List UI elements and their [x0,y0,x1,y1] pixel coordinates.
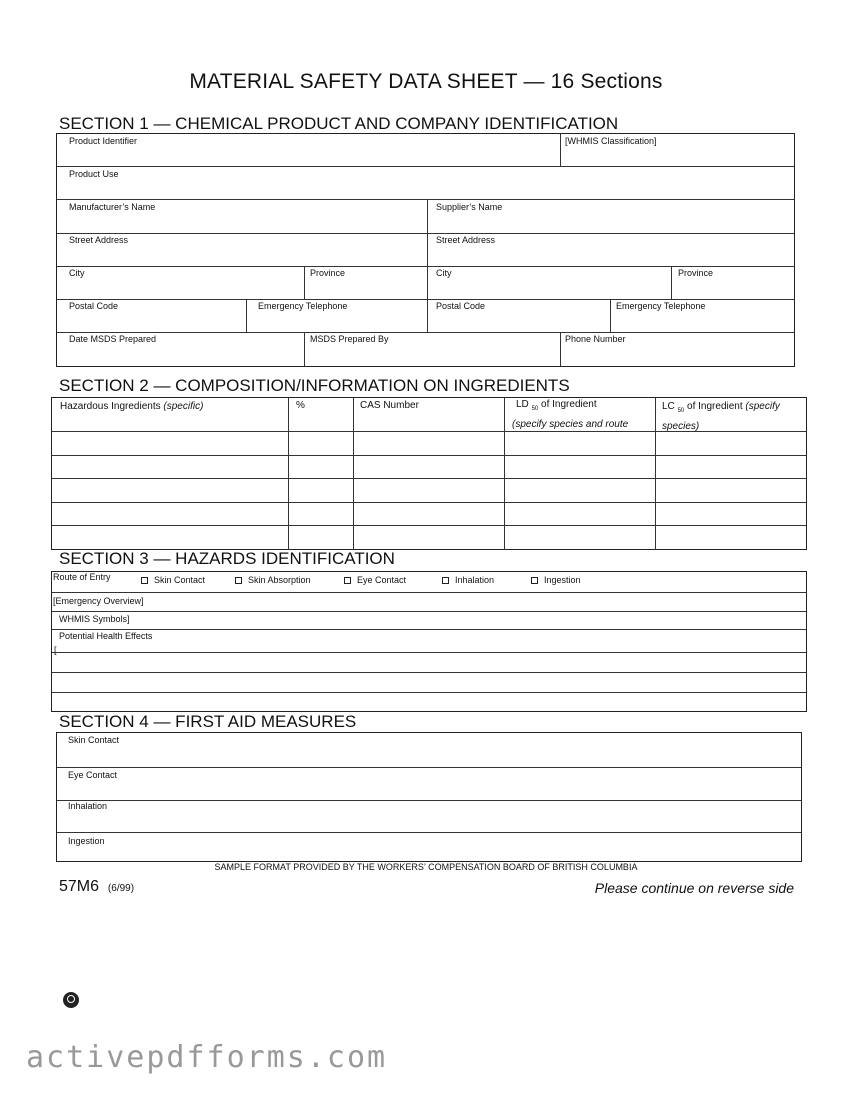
manufacturer-name-field[interactable]: Manufacturer’s Name [69,202,156,212]
section-2-heading: SECTION 2 — COMPOSITION/INFORMATION ON INGREDIENTS [59,376,570,395]
col-lc50: LC $_{50}$ of Ingredient (specify species) [662,401,780,432]
prepared-by-field[interactable]: MSDS Prepared By [310,334,389,344]
manufacturer-street-address-field[interactable]: Street Address [69,235,129,245]
col-ld50: LD $_{50}$ of Ingredient (specify species and route [512,399,629,430]
phone-number-field[interactable]: Phone Number [565,334,626,344]
section-2-ingredients-table [51,397,807,550]
sample-format-note: SAMPLE FORMAT PROVIDED BY THE WORKERS’ COMPENSATION BOARD OF BRITISH COLUMBIA [214,862,638,872]
emergency-overview-field[interactable]: [Emergency Overview] [53,596,144,606]
page-title: MATERIAL SAFETY DATA SHEET — 16 Sections [189,70,663,93]
first-aid-inhalation-field[interactable]: Inhalation [68,801,108,811]
supplier-city-field[interactable]: City [436,268,452,278]
inhalation-checkbox[interactable]: Inhalation [442,575,494,585]
manufacturer-city-field[interactable]: City [69,268,85,278]
skin-contact-checkbox[interactable]: Skin Contact [141,575,205,585]
skin-absorption-checkbox[interactable]: Skin Absorption [235,575,311,585]
section-1-heading: SECTION 1 — CHEMICAL PRODUCT AND COMPANY IDENTIFICATION [59,114,619,133]
first-aid-ingestion-field[interactable]: Ingestion [68,836,105,846]
section-4-heading: SECTION 4 — FIRST AID MEASURES [59,712,357,731]
manufacturer-postal-code-field[interactable]: Postal Code [69,301,119,311]
product-identifier-field[interactable]: Product Identifier [69,136,138,146]
potential-health-effects-field[interactable]: Potential Health Effects [59,631,153,641]
supplier-emergency-telephone-field[interactable]: Emergency Telephone [616,301,706,311]
manufacturer-province-field[interactable]: Province [310,268,346,278]
section-4-first-aid-table [56,732,802,862]
first-aid-skin-contact-field[interactable]: Skin Contact [68,735,120,745]
form-number: 57M6 (6/99) [59,878,135,895]
col-hazardous-ingredients: Hazardous Ingredients (specific) [60,401,204,412]
first-aid-eye-contact-field[interactable]: Eye Contact [68,770,118,780]
col-cas-number: CAS Number [360,400,419,411]
watermark: activepdfforms.com [26,1040,388,1075]
supplier-province-field[interactable]: Province [678,268,714,278]
bracket-mark: [ [54,645,57,655]
eye-contact-checkbox[interactable]: Eye Contact [344,575,406,585]
col-percent: % [296,400,305,411]
continue-note: Please continue on reverse side [594,880,794,896]
ingestion-checkbox[interactable]: Ingestion [531,575,581,585]
supplier-name-field[interactable]: Supplier’s Name [436,202,503,212]
whmis-symbols-field[interactable]: WHMIS Symbols] [59,614,130,624]
supplier-street-address-field[interactable]: Street Address [436,235,496,245]
section-3-hazards-table [51,571,807,712]
supplier-postal-code-field[interactable]: Postal Code [436,301,486,311]
whmis-classification-field[interactable]: [WHMIS Classification] [565,136,657,146]
section-3-heading: SECTION 3 — HAZARDS IDENTIFICATION [59,549,395,568]
manufacturer-emergency-telephone-field[interactable]: Emergency Telephone [258,301,348,311]
product-use-field[interactable]: Product Use [69,169,119,179]
route-of-entry-label: Route of Entry [53,572,111,582]
section-1-table [56,133,795,367]
date-prepared-field[interactable]: Date MSDS Prepared [69,334,157,344]
recycle-logo-icon [63,992,79,1008]
